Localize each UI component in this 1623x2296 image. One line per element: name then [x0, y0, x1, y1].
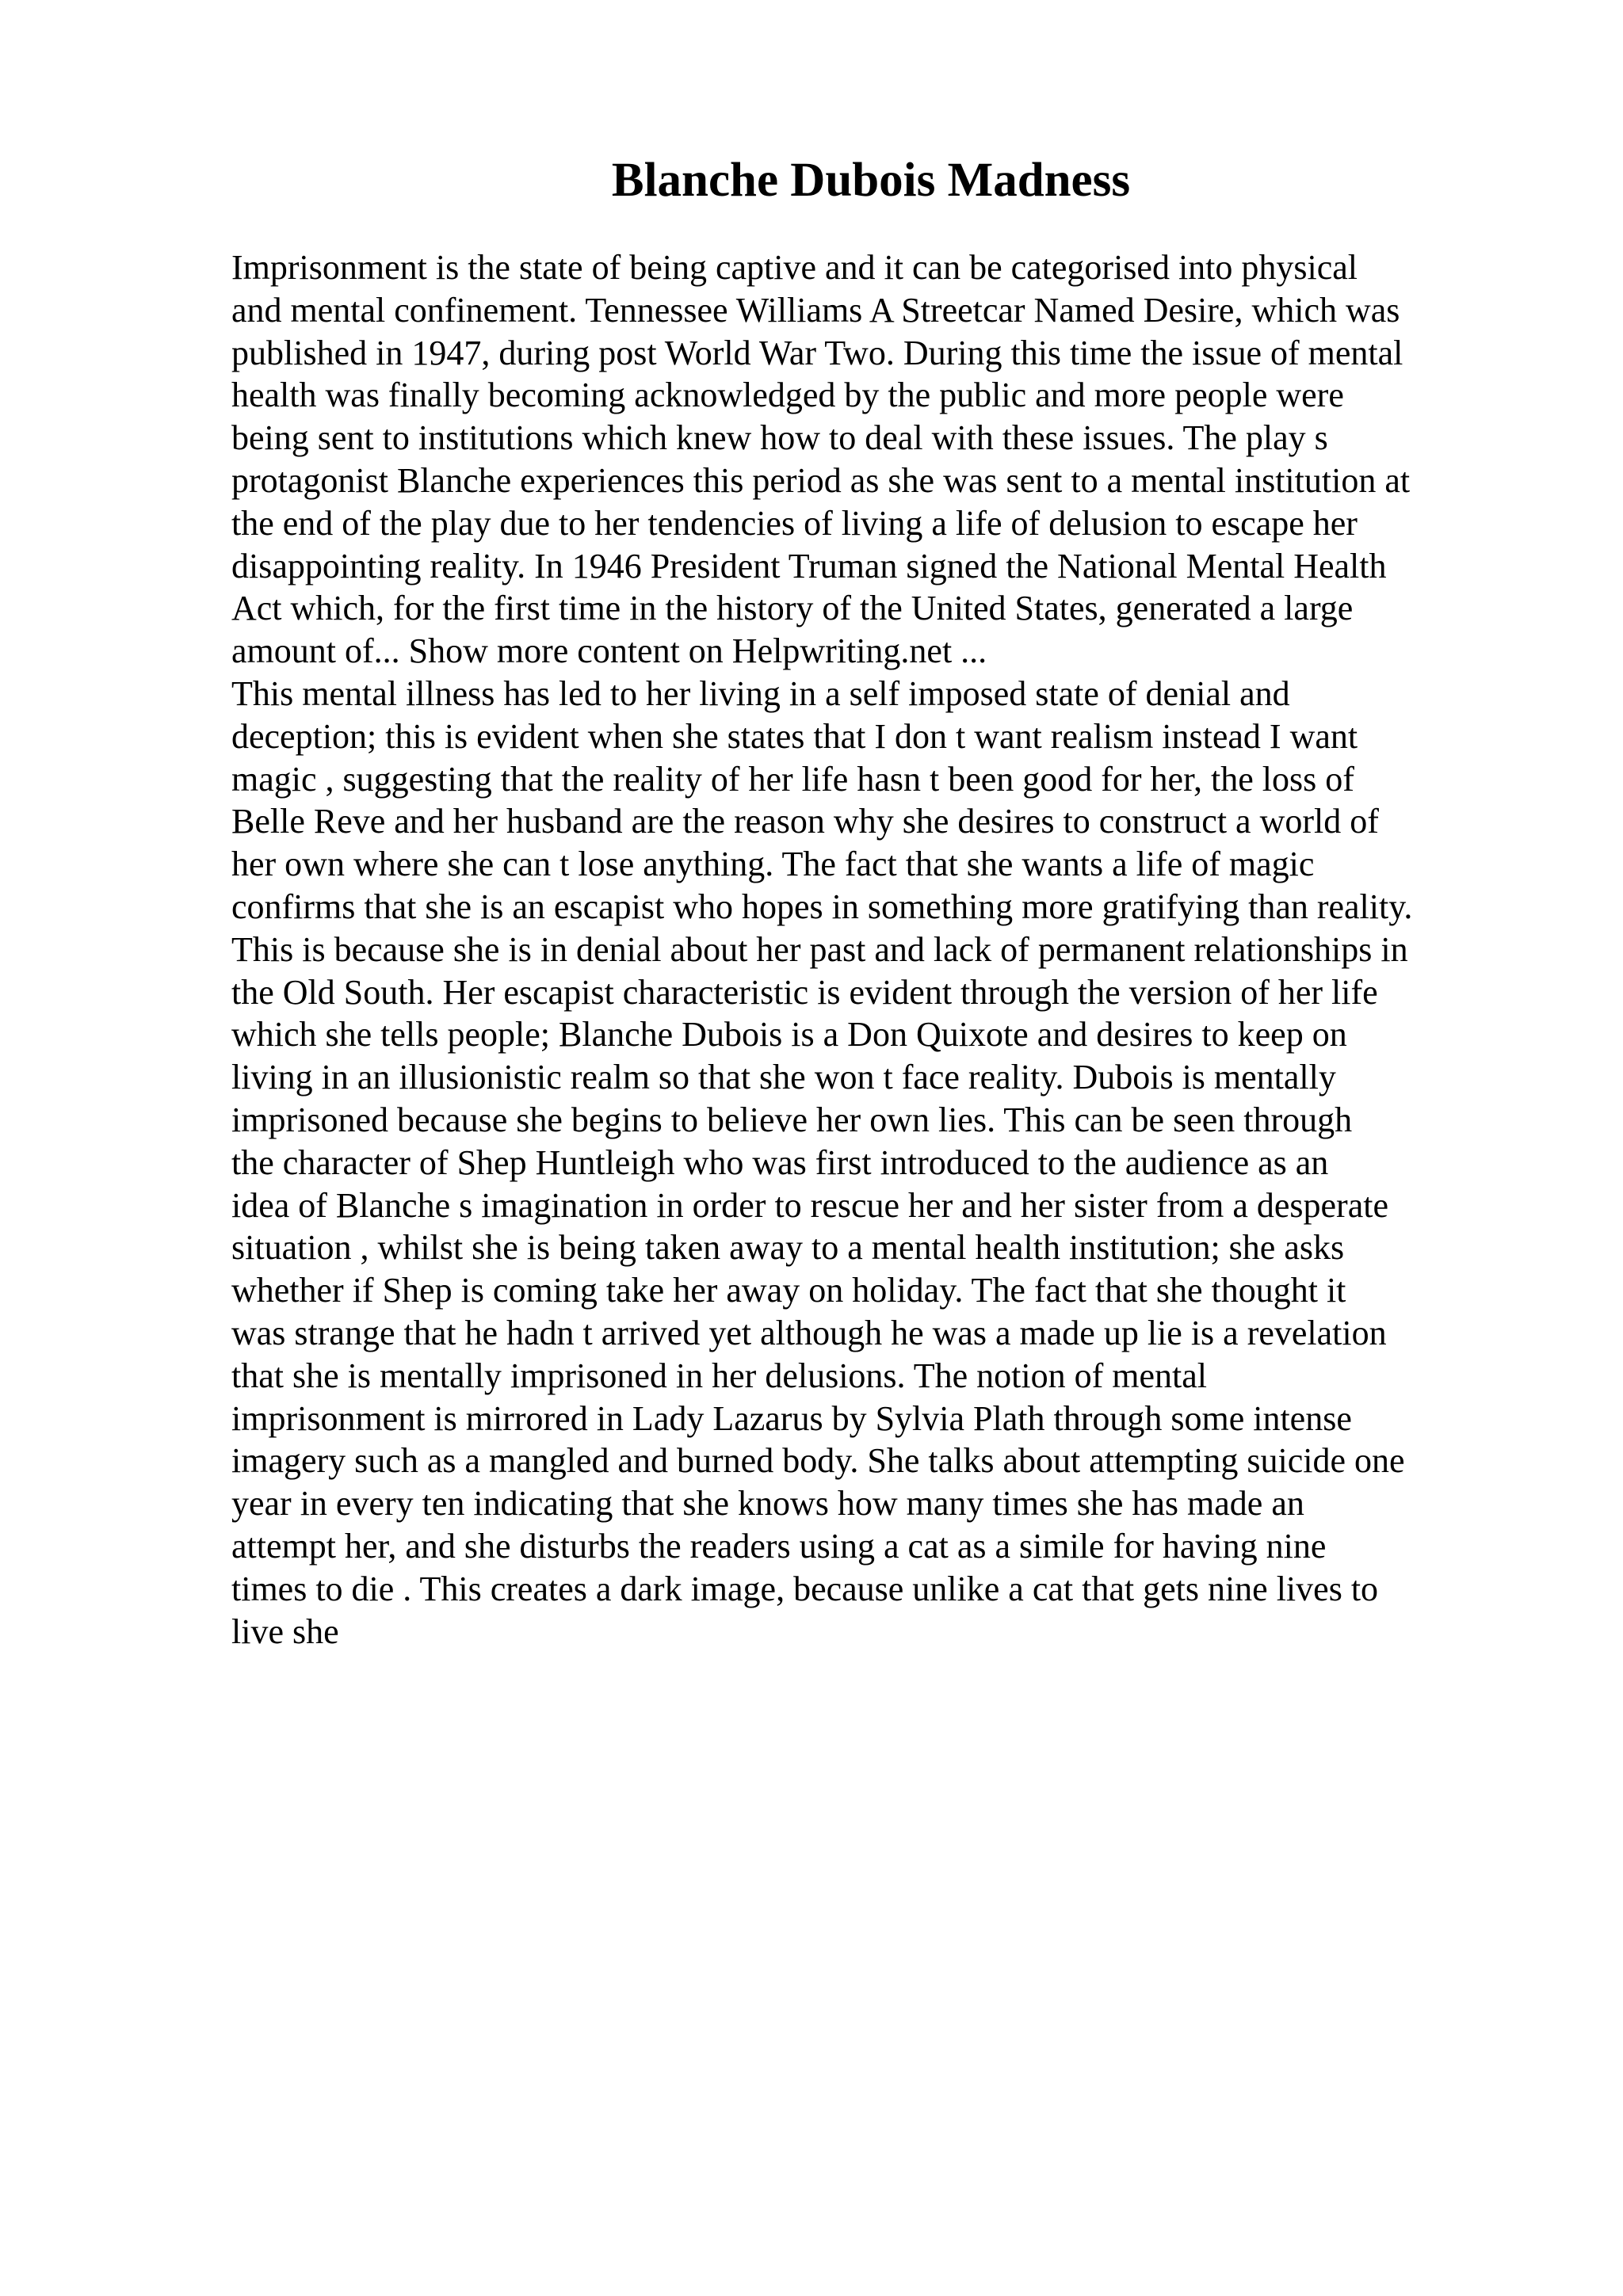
body-text-line: was strange that he hadn t arrived yet although he was a made up lie is a revelation [231, 1313, 1387, 1352]
body-text-line: the Old South. Her escapist characteristic is evident through the version of her life [231, 972, 1378, 1012]
body-text-line: her own where she can t lose anything. The fact that she wants a life of magic [231, 845, 1315, 884]
body-text-line: protagonist Blanche experiences this period as she was sent to a mental institution at [231, 460, 1411, 500]
body-text-line: Imprisonment is the state of being captive and it can be categorised into physical [231, 248, 1358, 287]
document-body [231, 246, 1499, 1653]
body-text-line: that she is mentally imprisoned in her delusions. The notion of mental [231, 1356, 1207, 1395]
body-text-line: living in an illusionistic realm so that she won t face reality. Dubois is mentally [231, 1058, 1336, 1097]
body-text-line: attempt her, and she disturbs the readers using a cat as a simile for having nine [231, 1526, 1327, 1566]
body-text-line: imagery such as a mangled and burned body. She talks about attempting suicide one [231, 1441, 1405, 1481]
body-text-line: confirms that she is an escapist who hopes in something more gratifying than reality. [231, 887, 1413, 926]
body-text-line: imprisonment is mirrored in Lady Lazarus by Sylvia Plath through some intense [231, 1398, 1352, 1438]
body-text-line: disappointing reality. In 1946 President Truman signed the National Mental Health [231, 546, 1387, 585]
body-text-line: year in every ten indicating that she knows how many times she has made an [231, 1484, 1304, 1524]
body-text-line: This is because she is in denial about her past and lack of permanent relationships in [231, 929, 1408, 969]
body-text-line: Act which, for the first time in the history of the United States, generated a large [231, 589, 1354, 628]
body-text-line: Belle Reve and her husband are the reason why she desires to construct a world of [231, 802, 1379, 841]
body-text-line: being sent to institutions which knew how to deal with these issues. The play s [231, 418, 1328, 458]
body-text-line: live she [231, 1611, 339, 1651]
body-text-line: whether if Shep is coming take her away on holiday. The fact that she thought it [231, 1271, 1346, 1310]
body-text-line: times to die . This creates a dark image, because unlike a cat that gets nine lives to [231, 1569, 1379, 1608]
body-text-line: magic , suggesting that the reality of her life hasn t been good for her, the loss of [231, 759, 1354, 799]
body-text-line: deception; this is evident when she states that I don t want realism instead I want [231, 716, 1358, 756]
body-text-line: published in 1947, during post World War Two. During this time the issue of mental [231, 333, 1403, 372]
body-text-line: idea of Blanche s imagination in order to rescue her and her sister from a desperate [231, 1185, 1388, 1225]
document-title: Blanche Dubois Madness [611, 154, 1131, 207]
body-text-line: situation , whilst she is being taken away to a mental health institution; she asks [231, 1228, 1345, 1268]
body-text-line: the end of the play due to her tendencies of living a life of delusion to escape her [231, 503, 1358, 543]
body-text-line: imprisoned because she begins to believe her own lies. This can be seen through [231, 1100, 1353, 1139]
body-text-line: and mental confinement. Tennessee Williams A Streetcar Named Desire, which was [231, 290, 1400, 330]
body-text-line: health was finally becoming acknowledged by the public and more people were [231, 376, 1344, 415]
body-text-line: the character of Shep Huntleigh who was first introduced to the audience as an [231, 1142, 1329, 1182]
body-text-line: amount of... Show more content on Helpwriting.net ... [231, 631, 987, 671]
body-text-line: This mental illness has led to her living in a self imposed state of denial and [231, 673, 1290, 713]
body-text-line: which she tells people; Blanche Dubois is a Don Quixote and desires to keep on [231, 1015, 1347, 1055]
